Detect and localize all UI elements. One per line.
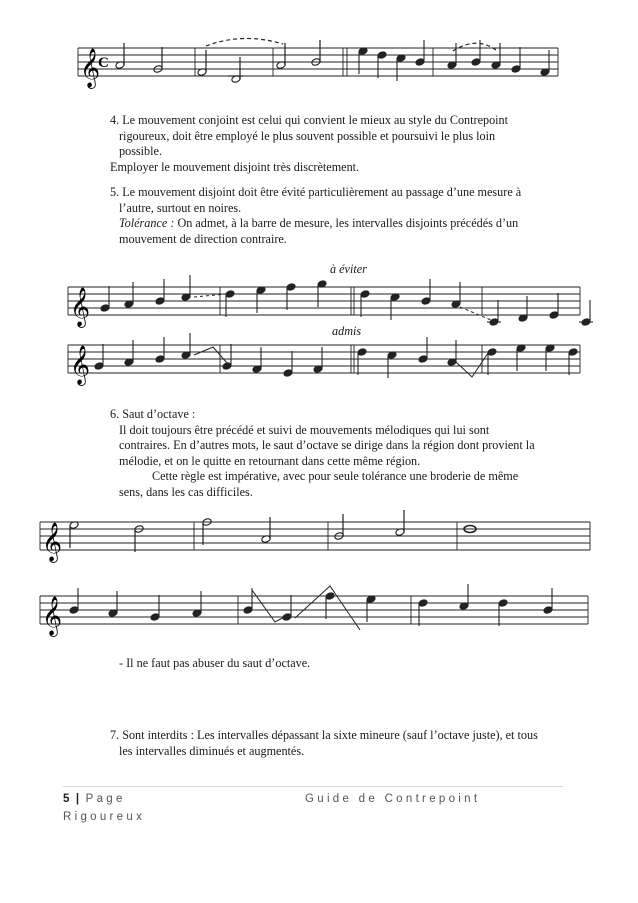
treble-clef-icon <box>42 596 62 637</box>
svg-text:𝄞: 𝄞 <box>42 596 63 636</box>
rule-4-text-4: Employer le mouvement disjoint très discrètement. <box>110 159 360 174</box>
footer-page <box>63 793 126 805</box>
rule-6-note-text: - Il ne faut pas abuser du saut d’octave. <box>119 656 311 670</box>
music-staff-4 <box>40 522 600 568</box>
rule-6-line-4: Cette règle est impérative, avec pour seule tolérance une broderie de même <box>152 469 519 484</box>
music-staff-1 <box>78 48 578 94</box>
rule-5-text: Le mouvement disjoint doit être évité particulièrement au passage d’une mesure à <box>122 185 522 199</box>
rule-4-number: 4. <box>110 113 120 127</box>
rule-4-text-2: rigoureux, doit être employé le plus souvent possible et poursuivi le plus loin <box>119 128 496 143</box>
rule-6-line-2: contraires. En d’autres mots, le saut d’octave se dirige dans la région dont provient la <box>119 438 535 453</box>
page-word: Page <box>85 793 126 805</box>
rule-7-line-1: Sont interdits : Les intervalles dépassant la sixte mineure (sauf l’octave juste), et tous <box>122 728 538 742</box>
rule-4-text-3: possible. <box>119 144 162 159</box>
rule-6 <box>110 407 580 501</box>
rule-7-number: 7. <box>110 728 120 742</box>
rule-4-text: Le mouvement conjoint est celui qui convient le mieux au style du Contrepoint <box>122 113 509 127</box>
rule-6-line-5: sens, dans les cas difficiles. <box>119 484 253 499</box>
treble-clef-icon <box>42 522 62 563</box>
rule-5 <box>110 185 580 247</box>
half-notes <box>69 510 476 552</box>
treble-clef-icon <box>70 287 90 328</box>
rule-6-line-1: Il doit toujours être précédé et suivi de mouvements mélodiques qui lui sont <box>119 422 490 437</box>
label-allowed: admis <box>332 324 362 338</box>
rule-6-line-3: mélodie, et on le quitte en retournant dans cette même région. <box>119 453 421 468</box>
rule-6-number: 6. <box>110 407 120 421</box>
footer-guide-title: Guide de Contrepoint <box>305 793 481 805</box>
music-staff-3 <box>68 345 588 391</box>
rule-5-number: 5. <box>110 185 120 199</box>
music-staff-2 <box>68 287 588 333</box>
tolerance-label: Tolérance : <box>119 216 175 231</box>
notes <box>115 38 496 83</box>
quarter-notes <box>69 584 553 626</box>
tolerance-text-2: mouvement de direction contraire. <box>119 231 287 246</box>
svg-text:𝄞: 𝄞 <box>70 345 91 385</box>
svg-text:𝄞: 𝄞 <box>80 48 101 88</box>
time-signature: C <box>98 55 109 71</box>
quarter-notes <box>358 40 550 81</box>
footer-divider <box>63 786 563 787</box>
page-number: 5 <box>63 793 70 805</box>
rule-7 <box>110 728 580 759</box>
tolerance-text: On admet, à la barre de mesure, les intervalles disjoints précédés d’un <box>174 216 519 231</box>
treble-clef-icon <box>70 345 90 386</box>
rule-7-line-2: les intervalles diminués et augmentés. <box>119 743 305 758</box>
svg-text:𝄞: 𝄞 <box>42 522 63 562</box>
rule-5-text-2: l’autre, surtout en noires. <box>119 200 242 215</box>
svg-text:𝄞: 𝄞 <box>70 287 91 327</box>
page-separator: | <box>75 793 80 805</box>
music-staff-5 <box>40 596 600 642</box>
rule-4 <box>110 113 580 175</box>
quarter-notes <box>94 333 578 378</box>
rule-6-note <box>110 656 580 672</box>
label-avoid: à éviter <box>330 262 367 276</box>
rule-6-title: Saut d’octave : <box>122 407 196 421</box>
footer-guide-title-2: Rigoureux <box>63 811 146 823</box>
